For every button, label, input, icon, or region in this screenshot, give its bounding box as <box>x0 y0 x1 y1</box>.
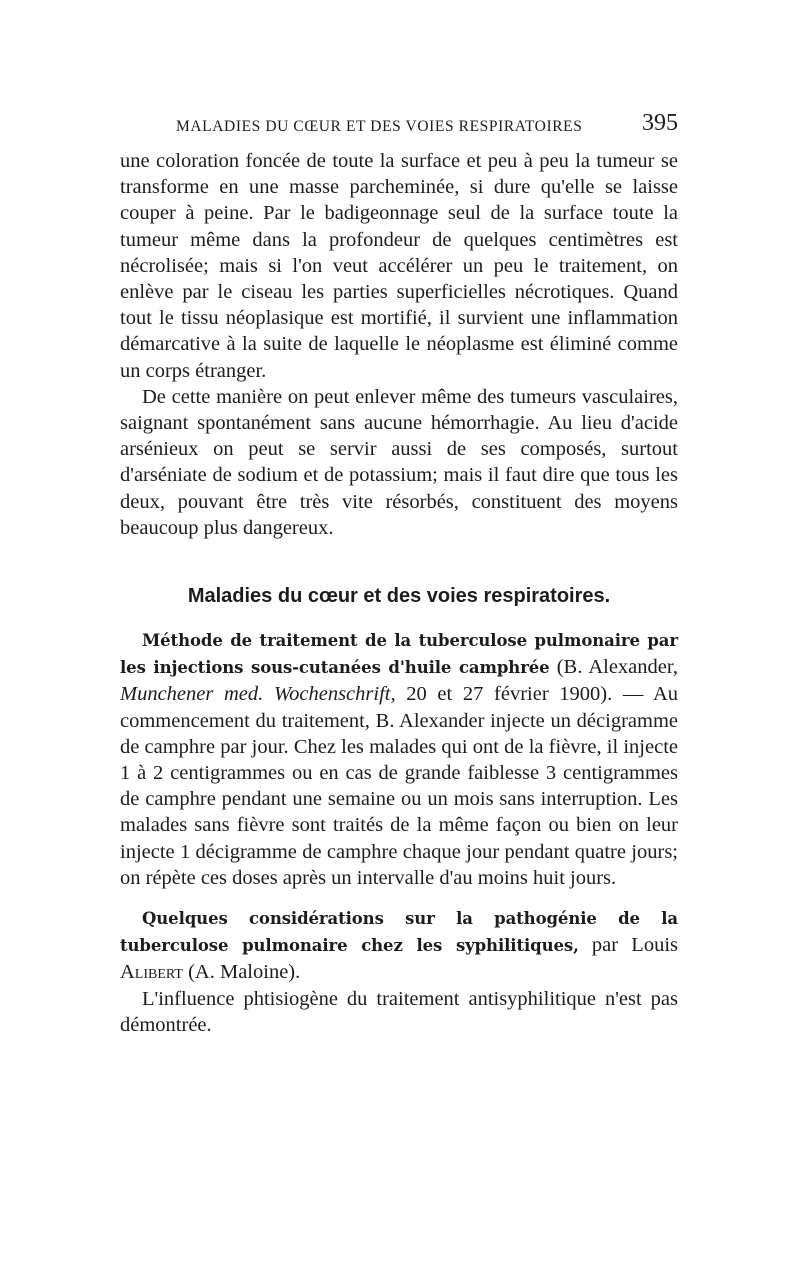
entry-heading: Quelques considérations sur la pathogénie de la tuberculose pulmonaire chez les syphilitiques, <box>120 909 678 956</box>
entry-text: 20 et 27 février 1900). — Au commencement du traitement, B. Alexander injecte un décigramme de camphre par jour. Chez les malades qui ont de la fièvre, il injecte 1 à 2 centigrammes ou en cas de grande faiblesse 3 centigrammes de camphre pendant une semaine ou un mois sans interruption. Les malades sans fièvre sont traités de la même façon ou bien on leur injecte 1 décigramme de camphre chaque jour pendant quatre jours; on répète ces doses après un intervalle d'au moins huit jours. <box>120 683 678 889</box>
journal-title: Munchener med. Wochenschrift, <box>120 683 396 706</box>
page-header <box>120 108 680 148</box>
body-paragraph: De cette manière on peut enlever même des tumeurs vasculaires, saignant spontanément sans aucune hémorrhagie. Au lieu d'acide arsénieux on peut se servir aussi de ses composés, surtout d'arséniate de sodium et de potassium; mais il faut dire que tous les deux, pouvant être très vite résorbés, constituent des moyens beaucoup plus dangereux. <box>120 385 678 539</box>
entry-heading: Méthode de traitement de la tuberculose pulmonaire par les injections sous-cutanées d'huile camphrée <box>120 631 678 678</box>
entry-author: Alibert <box>120 961 183 984</box>
entry-publisher: (A. Maloine). <box>182 961 301 984</box>
section-title: Maladies du cœur et des voies respiratoires. <box>187 585 611 608</box>
abstract-entry <box>120 627 678 891</box>
entry-citation-open: (B. Alexander, <box>549 656 679 679</box>
running-title: MALADIES DU CŒUR ET DES VOIES RESPIRATOIRES <box>176 118 583 135</box>
continuation-paragraph: une coloration foncée de toute la surface et peu à peu la tumeur se transforme en une masse parcheminée, si dure qu'elle se laisse couper à peine. Par le badigeonnage seul de la surface toute la tumeur même dans la profondeur de quelques centimètres est nécrolisée; mais si l'on veut accélérer un peu le traitement, on enlève par le ciseau les parties superficielles nécrotiques. Quand tout le tissu néoplasique est mortifié, il survient une inflammation démarcative à la suite de laquelle le néoplasme est éliminé comme un corps étranger. <box>120 150 678 382</box>
entry-summary: L'influence phtisiogène du traitement antisyphilitique n'est pas démontrée. <box>120 987 678 1036</box>
page-number: 395 <box>642 110 678 136</box>
abstract-entry <box>120 905 678 986</box>
page-body <box>120 148 678 1038</box>
entry-byline: par Louis <box>578 934 679 957</box>
